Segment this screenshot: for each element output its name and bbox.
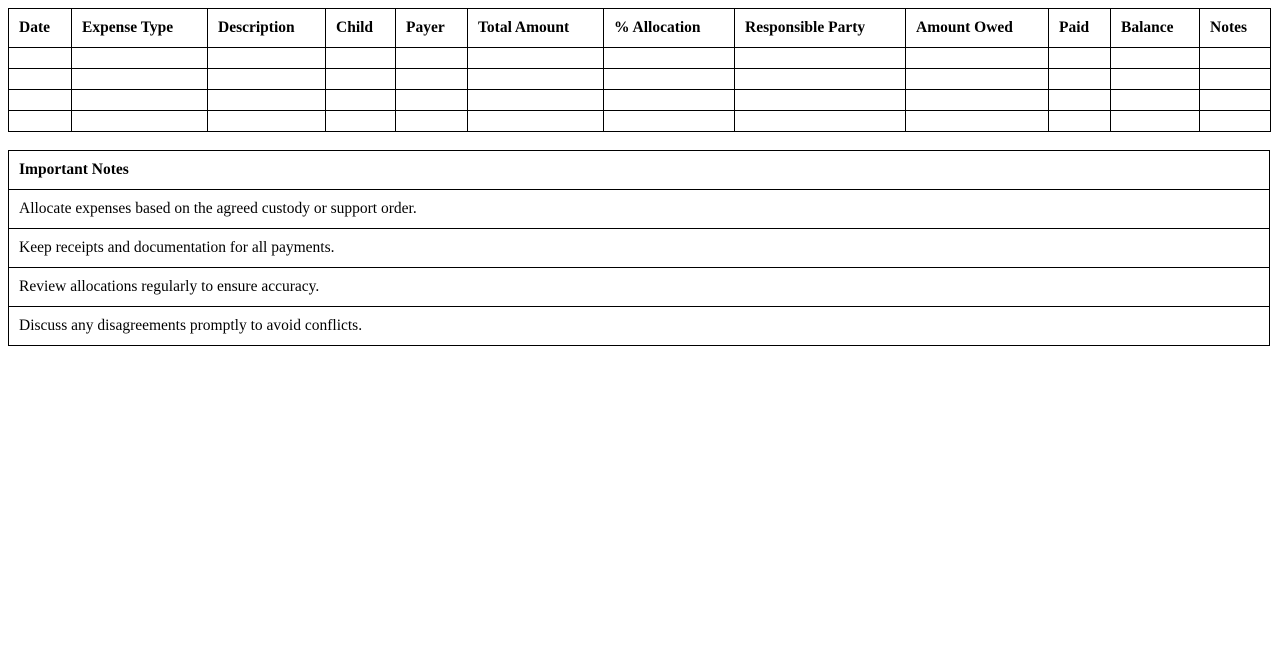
table-cell[interactable] [906,48,1049,69]
table-cell[interactable] [906,111,1049,132]
table-cell[interactable] [72,90,208,111]
notes-header-row [9,151,1270,190]
note-row [9,307,1270,346]
note-row [9,190,1270,229]
expense-table [8,8,1271,132]
table-cell[interactable] [1111,69,1200,90]
header-date: Date [9,9,72,48]
important-notes-table [8,150,1270,346]
table-cell[interactable] [72,69,208,90]
table-cell[interactable] [604,69,735,90]
note-item: Review allocations regularly to ensure accuracy. [9,268,1270,307]
table-cell[interactable] [1111,90,1200,111]
table-row [9,48,1271,69]
table-cell[interactable] [735,90,906,111]
table-cell[interactable] [1049,90,1111,111]
note-item: Allocate expenses based on the agreed custody or support order. [9,190,1270,229]
table-cell[interactable] [604,48,735,69]
header-notes: Notes [1200,9,1271,48]
table-cell[interactable] [468,111,604,132]
header-amount-owed: Amount Owed [906,9,1049,48]
table-cell[interactable] [468,48,604,69]
table-cell[interactable] [1200,69,1271,90]
table-cell[interactable] [208,111,326,132]
note-item: Keep receipts and documentation for all payments. [9,229,1270,268]
table-cell[interactable] [604,111,735,132]
table-row [9,69,1271,90]
expense-table-body [9,48,1271,132]
header-responsible-party: Responsible Party [735,9,906,48]
header-balance: Balance [1111,9,1200,48]
table-cell[interactable] [9,90,72,111]
table-cell[interactable] [208,69,326,90]
table-cell[interactable] [906,69,1049,90]
table-cell[interactable] [326,111,396,132]
table-row [9,111,1271,132]
header-paid: Paid [1049,9,1111,48]
header-expense-type: Expense Type [72,9,208,48]
table-cell[interactable] [326,48,396,69]
table-cell[interactable] [1200,90,1271,111]
note-item: Discuss any disagreements promptly to avoid conflicts. [9,307,1270,346]
table-cell[interactable] [604,90,735,111]
table-cell[interactable] [468,90,604,111]
table-cell[interactable] [468,69,604,90]
table-cell[interactable] [735,111,906,132]
header-description: Description [208,9,326,48]
table-cell[interactable] [9,111,72,132]
table-cell[interactable] [735,48,906,69]
note-row [9,229,1270,268]
table-cell[interactable] [326,90,396,111]
table-cell[interactable] [72,48,208,69]
table-cell[interactable] [9,69,72,90]
header-total-amount: Total Amount [468,9,604,48]
note-row [9,268,1270,307]
table-cell[interactable] [208,90,326,111]
important-notes-title: Important Notes [9,151,1270,190]
table-cell[interactable] [9,48,72,69]
table-cell[interactable] [1111,111,1200,132]
table-cell[interactable] [1049,111,1111,132]
header-allocation: % Allocation [604,9,735,48]
table-cell[interactable] [1200,111,1271,132]
table-cell[interactable] [72,111,208,132]
table-cell[interactable] [396,111,468,132]
table-cell[interactable] [396,90,468,111]
table-cell[interactable] [1200,48,1271,69]
table-cell[interactable] [906,90,1049,111]
table-cell[interactable] [735,69,906,90]
expense-header-row [9,9,1271,48]
table-cell[interactable] [1049,69,1111,90]
header-payer: Payer [396,9,468,48]
table-row [9,90,1271,111]
table-cell[interactable] [1111,48,1200,69]
header-child: Child [326,9,396,48]
table-cell[interactable] [396,69,468,90]
table-cell[interactable] [326,69,396,90]
table-cell[interactable] [208,48,326,69]
table-cell[interactable] [396,48,468,69]
table-cell[interactable] [1049,48,1111,69]
